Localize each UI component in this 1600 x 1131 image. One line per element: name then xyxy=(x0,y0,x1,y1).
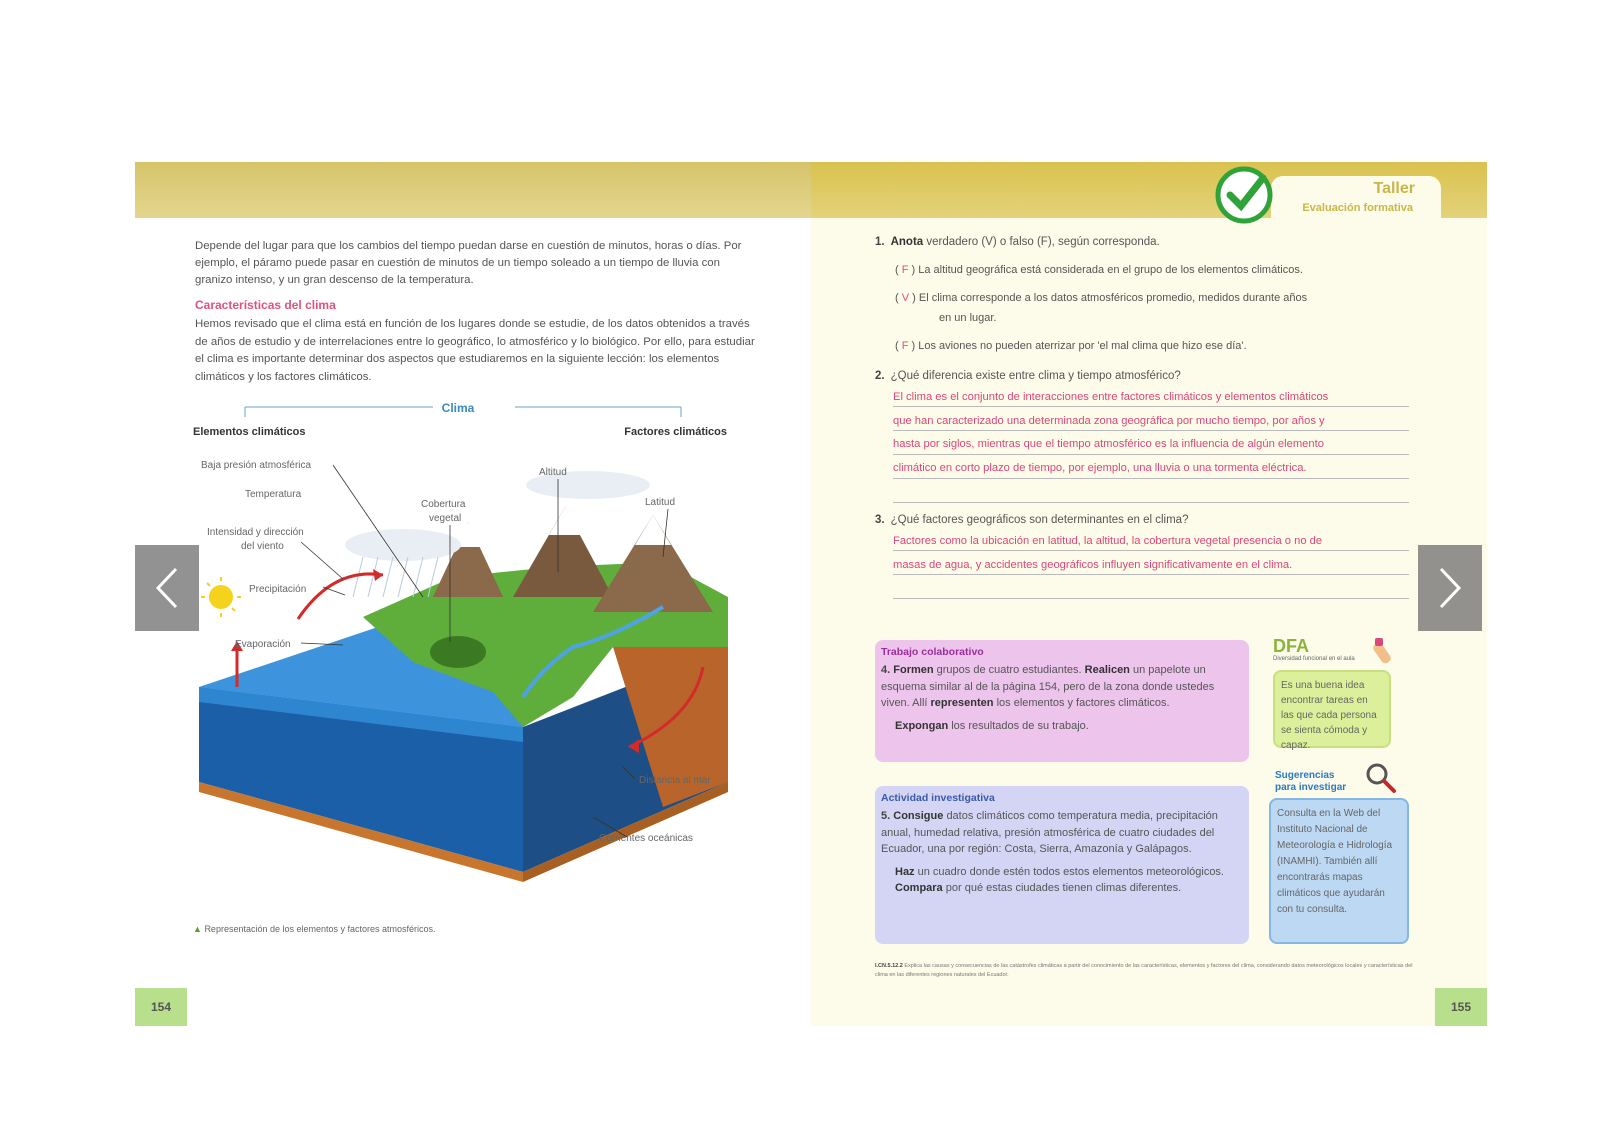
elements-heading: Elementos climáticos xyxy=(193,426,306,438)
diagram-title: Clima xyxy=(441,401,475,415)
answer-line xyxy=(893,550,1409,551)
tf-item: ( F ) Los aviones no pueden aterrizar por 'el mal clima que hizo ese día'. xyxy=(895,340,1247,352)
chevron-right-icon xyxy=(1435,563,1465,613)
answer-line-text: Factores como la ubicación en latitud, la altitud, la cobertura vegetal presencia o no de xyxy=(893,535,1323,547)
climate-diagram xyxy=(193,397,753,897)
taller-title: Taller xyxy=(1373,180,1415,197)
label-baja-presion: Baja presión atmosférica xyxy=(201,460,312,471)
answer-line xyxy=(893,478,1409,479)
answer-line-text: hasta por siglos, mientras que el tiempo atmosférico es la influencia de algún elemento xyxy=(893,438,1324,450)
question-1: 1. Anota verdadero (V) o falso (F), según corresponda. xyxy=(875,236,1160,248)
answer-line xyxy=(893,574,1409,575)
next-page-button[interactable] xyxy=(1418,545,1482,631)
page-left xyxy=(135,162,811,1026)
taller-subtitle: Evaluación formativa xyxy=(1302,202,1413,214)
dfa-subtitle: Diversidad funcional en el aula xyxy=(1273,656,1355,662)
section-body: Hemos revisado que el clima está en función de los lugares donde se estudie, de los datos obtenidos a través de años de estudio y de interrelaciones entre lo geográfico, lo atmosférico y lo biológico. Por ello, para estudiar el clima es importante determinar dos aspectos que estudiaremos en la siguiente lección: los elementos climáticos y los factores climáticos. xyxy=(195,318,755,383)
forest xyxy=(430,636,486,668)
checkmark-icon xyxy=(1213,164,1275,226)
suggestions-title: Sugerencias para investigar xyxy=(1275,770,1347,793)
svg-text:vegetal: vegetal xyxy=(429,513,462,524)
hand-icon xyxy=(1371,636,1405,670)
question-3: 3. ¿Qué factores geográficos son determinantes en el clima? xyxy=(875,514,1189,526)
label-latitud: Latitud xyxy=(645,497,676,508)
label-temperatura: Temperatura xyxy=(245,489,302,500)
question-2: 2. ¿Qué diferencia existe entre clima y tiempo atmosférico? xyxy=(875,370,1181,382)
answer-line-text: que han caracterizado una determinada zona geográfica por mucho tiempo, por años y xyxy=(893,414,1325,427)
tf-item: ( F ) La altitud geográfica está considerada en el grupo de los elementos climáticos. xyxy=(895,264,1303,276)
answer-line xyxy=(893,502,1409,503)
answer-line xyxy=(893,454,1409,455)
label-evaporacion: Evaporación xyxy=(235,639,291,650)
dfa-title: DFA xyxy=(1273,636,1309,656)
precipitation-arrow xyxy=(298,574,383,619)
answer-line xyxy=(893,430,1409,431)
footnote: I.CN.5.12.2 Explica las causas y consecuencias de las catástrofes climáticas a partir del conocimiento de las características, elementos y factores del clima, considerando datos meteorológicos locales y características del clima en las diferentes regiones naturales del Ecuador. xyxy=(875,963,1413,978)
climate-illustration xyxy=(193,397,753,897)
page-number: 155 xyxy=(1435,988,1487,1026)
label-precipitacion: Precipitación xyxy=(249,584,307,595)
factors-heading: Factores climáticos xyxy=(624,426,727,438)
magnifier-icon xyxy=(1363,760,1397,794)
label-distancia: Distancia al mar xyxy=(639,775,711,786)
suggestions-box: Consulta en la Web del Instituto Nacional de Meteorología e Hidrología (INAMHI). También allí encontrarás mapas climáticos que ayudarán con tu consulta. xyxy=(1269,798,1409,944)
label-altitud: Altitud xyxy=(539,467,567,478)
book-spread xyxy=(135,162,1487,1026)
page-right xyxy=(811,162,1487,1026)
box-text: 5. Consigue datos climáticos como temperatura media, precipitación anual, humedad relativa, presión atmosférica de cuatro ciudades del Ecuador, una por región: Costa, Sierra, Amazonía y Galápagos. Haz un cuadro donde estén todos estos elementos meteorológicos. Compara por qué estas ciudades tienen climas diferentes. xyxy=(881,810,1224,894)
header-band xyxy=(135,162,811,218)
chevron-left-icon xyxy=(152,563,182,613)
triangle-icon: ▲ xyxy=(193,924,202,934)
box-title: Actividad investigativa xyxy=(881,792,995,804)
answer-line xyxy=(893,598,1409,599)
box-text: 4. Formen grupos de cuatro estudiantes. Realicen un papelote un esquema similar al de la página 154, pero de la zona donde ustedes viven. Allí representen los elementos y factores climáticos. Expongan los resultados de su trabajo. xyxy=(881,664,1215,732)
answer-line-text: masas de agua, y accidentes geográficos influyen significativamente en el clima. xyxy=(893,558,1293,571)
answer-line-text: climático en corto plazo de tiempo, por ejemplo, una lluvia o una tormenta eléctrica. xyxy=(893,461,1307,474)
answer-3 xyxy=(893,530,1409,577)
collaborative-work-box xyxy=(875,640,1249,762)
answer-2 xyxy=(893,386,1409,480)
figure-caption: ▲ Representación de los elementos y factores atmosféricos. xyxy=(193,924,436,934)
label-viento: Intensidad y dirección xyxy=(207,527,304,538)
previous-page-button[interactable] xyxy=(135,545,199,631)
page-number: 154 xyxy=(135,988,187,1026)
investigative-activity-box xyxy=(875,786,1249,944)
dfa-box: Es una buena idea encontrar tareas en las que cada persona se sienta cómoda y capaz. xyxy=(1273,670,1391,748)
section-title: Características del clima xyxy=(195,298,336,312)
tf-item-continued: en un lugar. xyxy=(939,312,997,324)
sun-icon xyxy=(209,585,233,609)
label-corrientes: Corrientes oceánicas xyxy=(599,833,693,844)
svg-text:del viento: del viento xyxy=(241,541,284,552)
answer-line xyxy=(893,406,1409,407)
tf-item: ( V ) El clima corresponde a los datos atmosféricos promedio, medidos durante años xyxy=(895,292,1308,304)
box-title: Trabajo colaborativo xyxy=(881,646,984,658)
label-cobertura: Cobertura xyxy=(421,499,466,510)
intro-paragraph: Depende del lugar para que los cambios del tiempo puedan darse en cuestión de minutos, horas o días. Por ejemplo, el páramo puede pasar en cuestión de minutos de un tiempo soleado a un tiempo de lluvia con granizo intenso, y un gran descenso de la temperatura. xyxy=(195,240,742,286)
answer-line-text: El clima es el conjunto de interacciones entre factores climáticos y elementos climáticos xyxy=(893,391,1329,403)
cloud xyxy=(345,529,461,561)
